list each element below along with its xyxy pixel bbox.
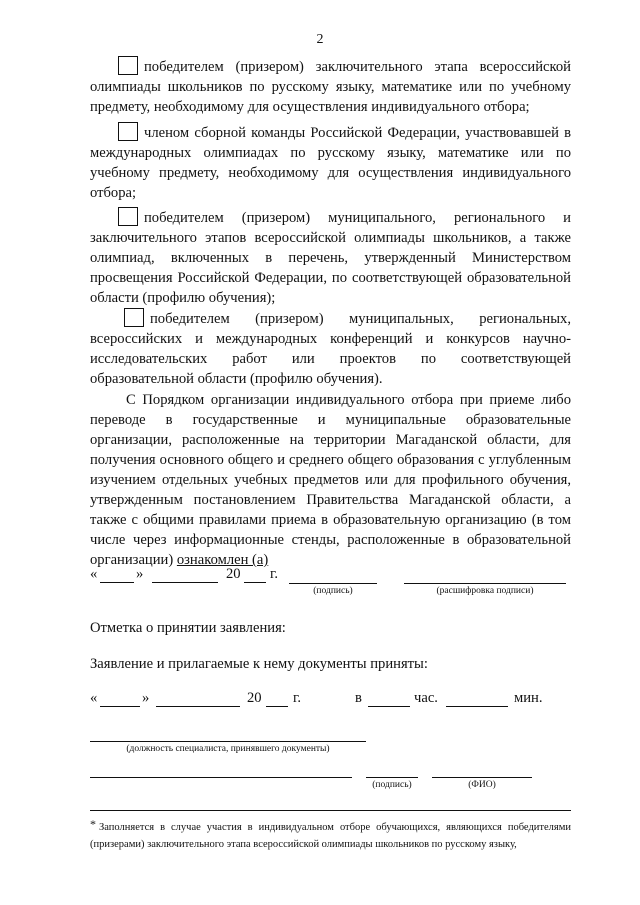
option-checkbox[interactable] bbox=[118, 56, 138, 75]
specialist-name-field[interactable] bbox=[90, 777, 352, 778]
footnote-mark: * bbox=[90, 817, 96, 831]
position-caption: (должность специалиста, принявшего документы) bbox=[126, 744, 330, 754]
year-field[interactable] bbox=[266, 706, 288, 707]
signature-decoding-field[interactable] bbox=[404, 583, 566, 584]
close-quote: » bbox=[142, 690, 150, 706]
open-quote: « bbox=[90, 690, 98, 706]
signature-caption: (подпись) bbox=[372, 780, 412, 790]
year-prefix: 20 bbox=[226, 566, 241, 582]
option-olympiad-stages bbox=[90, 207, 571, 308]
option-conferences bbox=[90, 308, 571, 389]
option-text: победителем (призером) муниципальных, региональных, всероссийских и международных конференций и конкурсов научно-исследовательских работ или проектов по соответствующей образовательной области (профилю обучения). bbox=[90, 311, 571, 387]
year-suffix: г. bbox=[293, 690, 301, 706]
option-checkbox[interactable] bbox=[118, 122, 138, 141]
option-checkbox[interactable] bbox=[118, 207, 138, 226]
option-national-team bbox=[90, 122, 571, 203]
documents-accepted-label: Заявление и прилагаемые к нему документы приняты: bbox=[90, 656, 428, 672]
option-olympiad-final-stage bbox=[90, 56, 571, 117]
acceptance-mark-heading: Отметка о принятии заявления: bbox=[90, 620, 286, 636]
hours-field[interactable] bbox=[368, 706, 410, 707]
footnote bbox=[90, 816, 571, 853]
hours-label: час. bbox=[414, 690, 438, 706]
acknowledgement-paragraph bbox=[90, 390, 571, 570]
at-label: в bbox=[355, 690, 362, 706]
year-field[interactable] bbox=[244, 582, 266, 583]
open-quote: « bbox=[90, 566, 98, 582]
fio-field[interactable] bbox=[432, 777, 532, 778]
close-quote: » bbox=[136, 566, 144, 582]
specialist-signature-field[interactable] bbox=[366, 777, 418, 778]
day-field[interactable] bbox=[100, 706, 140, 707]
option-text: победителем (призером) заключительного этапа всероссийской олимпиады школьников по русскому языку, математике или по учебному предмету, необходимому для осуществления индивидуального отбора; bbox=[90, 59, 571, 115]
acknowledgement-text: С Порядком организации индивидуального отбора при приеме либо переводе в государственные и муниципальные образовательные организации, расположенные на территории Магаданской области, для получения основного общего и среднего общего образования с углубленным изучением отдельных учебных предметов или для профильного обучения, утвержденным постановлением Правительства Магаданской области, а также с общими правилами приема в образовательную организацию (в том числе через информационные стенды, расположенные в образовательной организации) bbox=[90, 392, 571, 568]
specialist-position-field[interactable] bbox=[90, 741, 366, 742]
decoding-caption: (расшифровка подписи) bbox=[436, 586, 534, 596]
footnote-separator bbox=[90, 810, 571, 811]
year-prefix: 20 bbox=[247, 690, 262, 706]
option-text: членом сборной команды Российской Федерации, участвовавшей в международных олимпиадах по русскому языку, математике или по учебному предмету, необходимому для осуществления индивидуального отбора; bbox=[90, 125, 571, 201]
page-number: 2 bbox=[316, 32, 324, 47]
minutes-field[interactable] bbox=[446, 706, 508, 707]
acceptance-date-row bbox=[90, 690, 560, 710]
option-text: победителем (призером) муниципального, регионального и заключительного этапов всероссийской олимпиады школьников, а также олимпиад, включенных в перечень, утвержденный Министерством просвещения Российской Федерации, по соответствующей образовательной области (профилю обучения); bbox=[90, 210, 571, 306]
applicant-signature-field[interactable] bbox=[289, 583, 377, 584]
fio-caption: (ФИО) bbox=[468, 780, 496, 790]
footnote-text: Заполняется в случае участия в индивидуальном отборе обучающихся, являющихся победителями (призерами) заключительного этапа всероссийской олимпиады школьников по русскому языку, bbox=[90, 822, 571, 850]
signature-caption: (подпись) bbox=[313, 586, 353, 596]
month-field[interactable] bbox=[156, 706, 240, 707]
minutes-label: мин. bbox=[514, 690, 543, 706]
day-field[interactable] bbox=[100, 582, 134, 583]
month-field[interactable] bbox=[152, 582, 218, 583]
year-suffix: г. bbox=[270, 566, 278, 582]
option-checkbox[interactable] bbox=[124, 308, 144, 327]
acknowledged-label: ознакомлен (а) bbox=[176, 552, 269, 568]
